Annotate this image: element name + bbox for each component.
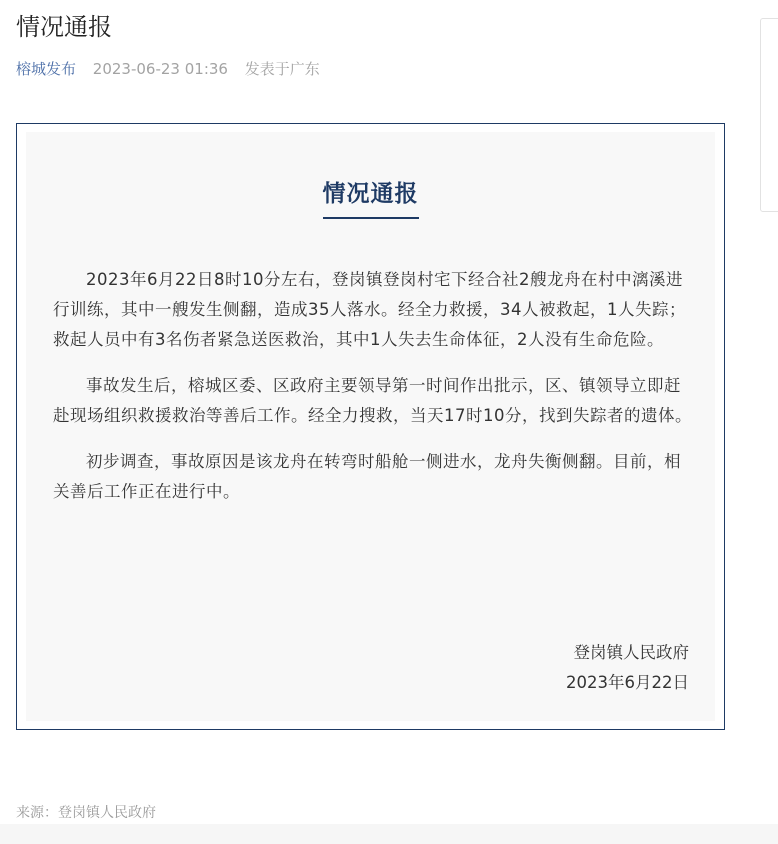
author-link[interactable]: 榕城发布 [16,60,77,78]
notice-signature [566,638,689,698]
notice-paper [26,132,715,721]
signature-date: 2023年6月22日 [566,673,689,692]
notice-paragraph: 事故发生后，榕城区委、区政府主要领导第一时间作出批示，区、镇领导立即赶赴现场组织救援救治等善后工作。经全力搜救，当天17时10分，找到失踪者的遗体。 [53,376,692,425]
side-panel [760,18,778,212]
article-title: 情况通报 [16,13,112,41]
publish-location: 发表于广东 [244,60,320,78]
article-meta [16,58,320,80]
notice-heading [26,177,715,219]
source-line: 来源：登岗镇人民政府 [16,805,156,821]
notice-heading-text: 情况通报 [323,177,419,219]
notice-image [16,123,725,730]
notice-body [53,265,693,523]
publish-date: 2023-06-23 01:36 [92,60,228,78]
notice-paragraph: 2023年6月22日8时10分左右，登岗镇登岗村宅下经合社2艘龙舟在村中漓溪进行训练，其中一艘发生侧翻，造成35人落水。经全力救援，34人被救起，1人失踪；救起人员中有3名伤者紧急送医救治，其中1人失去生命体征，2人没有生命危险。 [53,270,686,349]
notice-paragraph: 初步调查，事故原因是该龙舟在转弯时船舱一侧进水，龙舟失衡侧翻。目前，相关善后工作正在进行中。 [53,452,681,501]
bottom-divider [0,824,778,844]
signature-org: 登岗镇人民政府 [573,643,689,662]
